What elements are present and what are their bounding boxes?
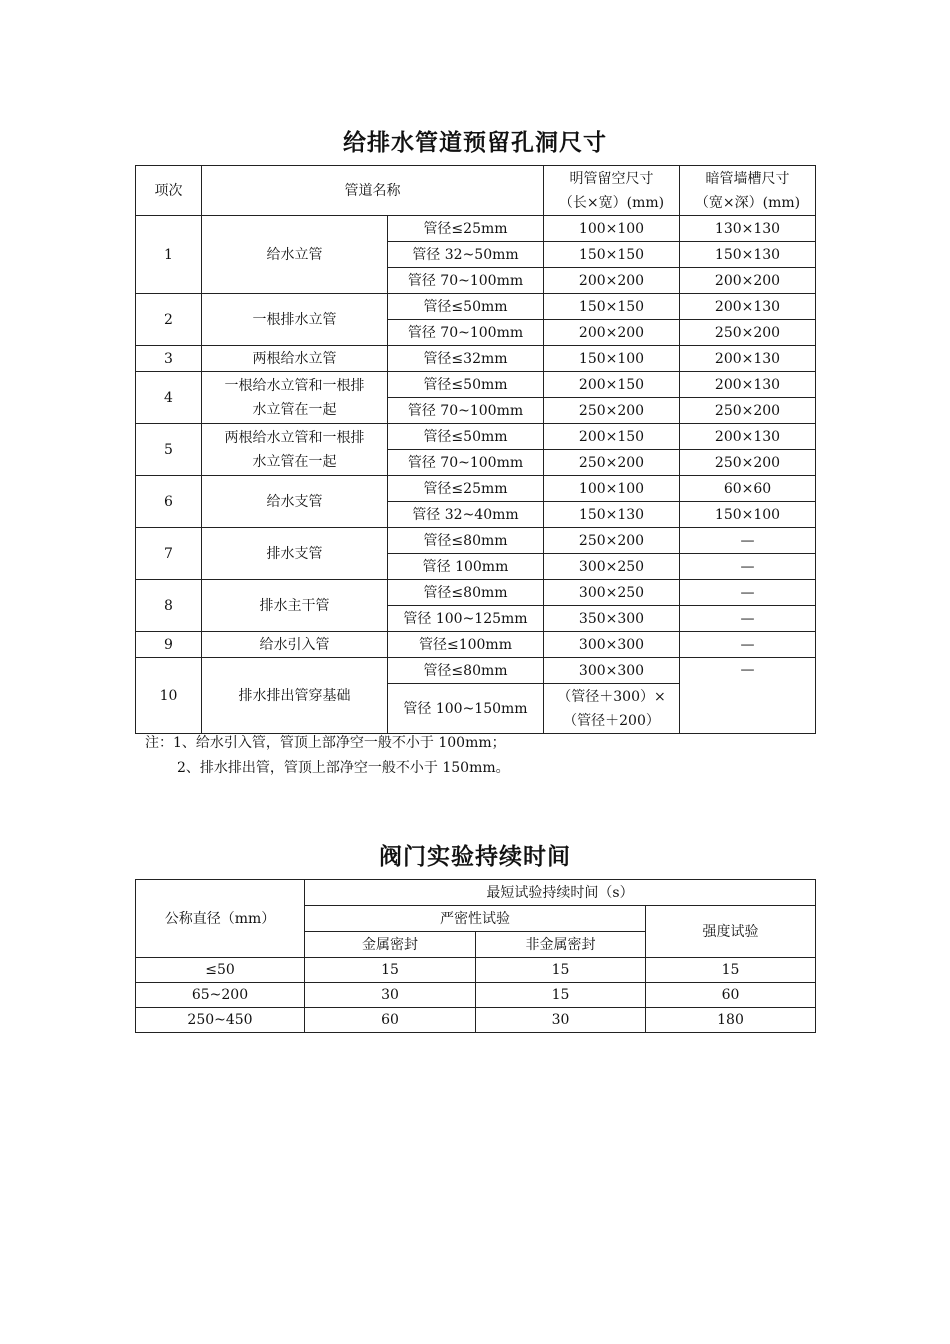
table-row: 管径 70~100mm 250×200 250×200 [136,450,816,476]
table-row: 1 给水立管 管径≤25mm 100×100 130×130 [136,216,816,242]
table-row: 管径 100~125mm 350×300 — [136,606,816,632]
table-row: 9 给水引入管 管径≤100mm 300×300 — [136,632,816,658]
table-row: 6 给水支管 管径≤25mm 100×100 60×60 [136,476,816,502]
valve-test-duration-table [135,879,816,1033]
header-open-size: 明管留空尺寸 （长×宽）(mm) [544,166,680,216]
table-row: 65~200 30 15 60 [136,983,816,1008]
header-strength: 强度试验 [646,906,816,958]
header-concealed-size: 暗管墙槽尺寸 （宽×深）(mm) [680,166,816,216]
header-min-time: 最短试验持续时间（s） [305,880,816,906]
header-pipe-name: 管道名称 [202,166,544,216]
table1-note-2: 2、排水排出管，管顶上部净空一般不小于 150mm。 [177,760,510,776]
table-row: 10 排水排出管穿基础 管径≤80mm 300×300 — [136,658,816,684]
table-row: 管径 100~150mm （管径＋300）× （管径＋200） [136,684,816,734]
table1-title: 给排水管道预留孔洞尺寸 [343,130,607,156]
table-row: 5 两根给水立管和一根排 水立管在一起 管径≤50mm 200×150 200×130 [136,424,816,450]
table-row: 7 排水支管 管径≤80mm 250×200 — [136,528,816,554]
table-header-row [136,166,816,216]
table-row: 管径 100mm 300×250 — [136,554,816,580]
table-row: ≤50 15 15 15 [136,958,816,983]
table-row: 管径 32~40mm 150×130 150×100 [136,502,816,528]
table-row: 8 排水主干管 管径≤80mm 300×250 — [136,580,816,606]
table-row: 管径 32~50mm 150×150 150×130 [136,242,816,268]
table-row: 2 一根排水立管 管径≤50mm 150×150 200×130 [136,294,816,320]
header-nominal: 公称直径（mm） [136,880,305,958]
table-header-row [136,880,816,906]
table-row: 3 两根给水立管 管径≤32mm 150×100 200×130 [136,346,816,372]
header-tightness: 严密性试验 [305,906,646,932]
table2-title: 阀门实验持续时间 [379,844,571,870]
table-row: 管径 70~100mm 200×200 200×200 [136,268,816,294]
table-row: 4 一根给水立管和一根排 水立管在一起 管径≤50mm 200×150 200×130 [136,372,816,398]
header-metal: 金属密封 [305,932,476,958]
header-nonmetal: 非金属密封 [476,932,646,958]
table-row: 管径 70~100mm 250×200 250×200 [136,398,816,424]
table1-note-1: 注：1、给水引入管，管顶上部净空一般不小于 100mm； [145,735,506,751]
table-row: 管径 70~100mm 200×200 250×200 [136,320,816,346]
pipe-hole-size-table [135,165,816,734]
table-row: 250~450 60 30 180 [136,1008,816,1033]
header-item: 项次 [136,166,202,216]
